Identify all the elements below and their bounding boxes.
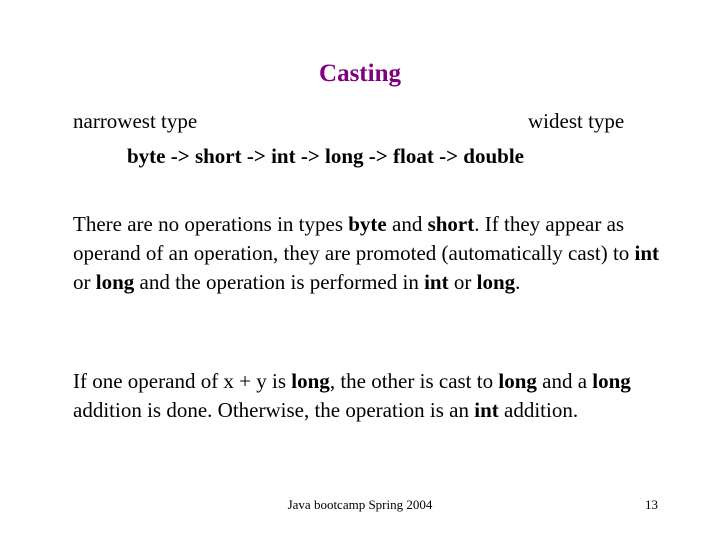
- text-run: and a: [536, 369, 593, 393]
- keyword-short: short: [427, 212, 475, 236]
- text-run: or: [73, 270, 96, 294]
- text-run: There are no operations in types: [73, 212, 349, 236]
- paragraph-byte-short-promotion: [73, 210, 663, 297]
- text-run: addition.: [498, 398, 579, 422]
- page-number: 13: [645, 497, 658, 512]
- keyword-int: int: [634, 241, 660, 265]
- narrowest-type-label: narrowest type: [73, 109, 198, 133]
- text-run: or: [448, 270, 477, 294]
- slide-title: Casting: [319, 60, 401, 87]
- text-run: . If they appear as operand of an operation, they are promoted (automatically cast) to: [73, 212, 635, 265]
- text-run: and the operation is performed in: [134, 270, 425, 294]
- keyword-long: long: [476, 270, 516, 294]
- footer-text: Java bootcamp Spring 2004: [287, 497, 433, 512]
- keyword-long: long: [291, 369, 330, 393]
- text-run: and: [386, 212, 428, 236]
- keyword-int: int: [424, 270, 449, 294]
- widest-type-label: widest type: [528, 109, 625, 133]
- text-run: If one operand of x + y is: [73, 369, 292, 393]
- keyword-long: long: [592, 369, 631, 393]
- keyword-int: int: [474, 398, 499, 422]
- paragraph-long-addition: [73, 367, 663, 425]
- type-widening-chain: byte -> short -> int -> long -> float -> double: [127, 144, 524, 168]
- text-run: , the other is cast to: [329, 369, 499, 393]
- text-run: .: [515, 270, 521, 294]
- keyword-byte: byte: [348, 212, 387, 236]
- keyword-long: long: [95, 270, 135, 294]
- text-run: addition is done. Otherwise, the operation is an: [73, 398, 475, 422]
- keyword-long: long: [498, 369, 537, 393]
